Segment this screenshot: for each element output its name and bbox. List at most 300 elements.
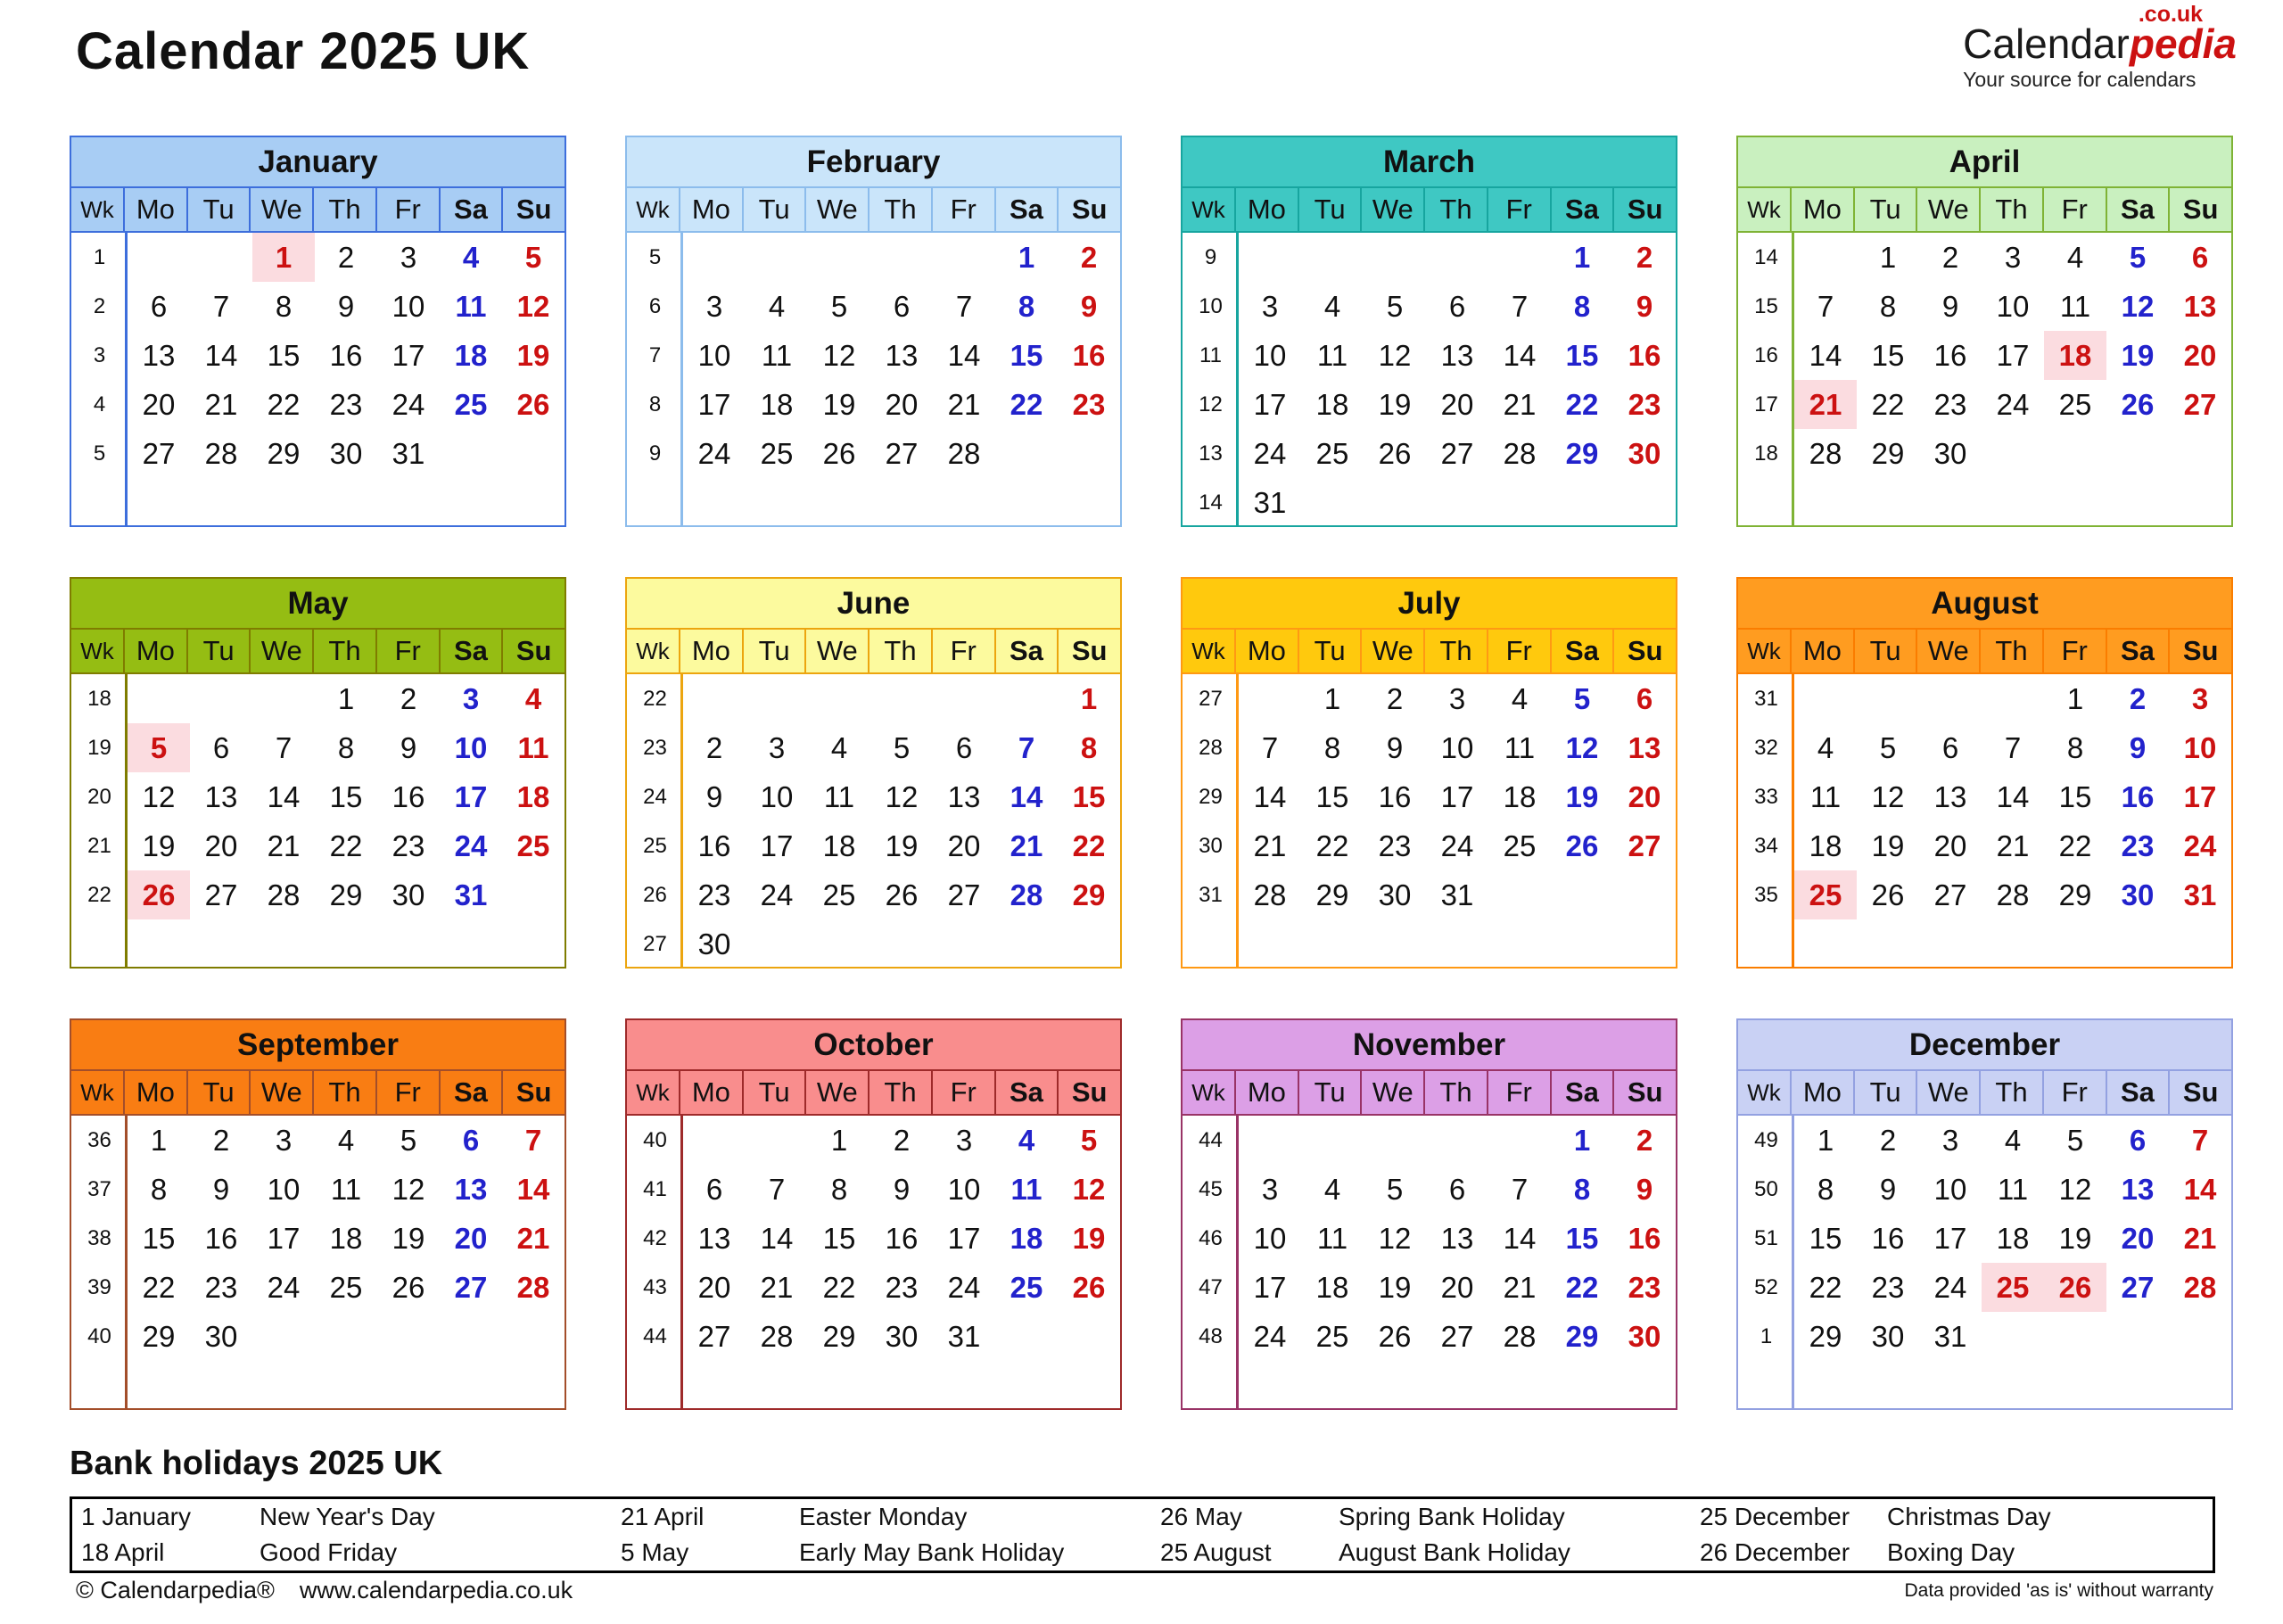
week-row xyxy=(627,380,1120,429)
weekday-header-th: Th xyxy=(314,630,377,672)
calendar-day: 27 xyxy=(1933,878,1967,911)
weekday-header-we: We xyxy=(1362,1071,1425,1114)
calendar-day: 8 xyxy=(1018,289,1035,323)
calendar-day: 16 xyxy=(1871,1221,1905,1255)
calendar-day: 9 xyxy=(893,1172,911,1206)
calendar-day: 8 xyxy=(1080,730,1098,764)
calendarpedia-url-link[interactable]: www.calendarpedia.co.uk xyxy=(299,1577,573,1603)
calendar-day: 17 xyxy=(391,338,425,372)
calendar-day: 14 xyxy=(516,1172,550,1206)
weekday-header-th: Th xyxy=(1425,188,1488,231)
calendar-day-holiday: 21 xyxy=(1794,380,1857,429)
week-row xyxy=(1738,674,2231,723)
calendar-day: 6 xyxy=(1448,289,1466,323)
weekday-header-row xyxy=(1738,1071,2231,1116)
calendar-day: 12 xyxy=(885,779,919,813)
calendar-day: 8 xyxy=(1573,1172,1591,1206)
calendar-day: 8 xyxy=(1323,730,1341,764)
calendar-day: 18 xyxy=(454,338,488,372)
weekday-header-mo: Mo xyxy=(680,630,744,672)
calendar-day: 22 xyxy=(1809,1270,1842,1304)
calendar-day: 21 xyxy=(267,828,301,862)
calendar-day: 2 xyxy=(337,240,355,274)
weekday-header-th: Th xyxy=(870,1071,933,1114)
calendar-day xyxy=(252,1312,315,1361)
week-number: 17 xyxy=(1754,392,1778,416)
month-title: February xyxy=(627,137,1120,188)
month-may xyxy=(70,577,566,969)
weekday-header-fr: Fr xyxy=(377,630,441,672)
calendar-day: 28 xyxy=(947,436,981,470)
calendar-day: 5 xyxy=(1573,681,1591,715)
weekday-header-su: Su xyxy=(1627,635,1663,666)
calendar-day: 25 xyxy=(1315,436,1349,470)
calendar-day xyxy=(377,1312,440,1361)
calendar-day: 22 xyxy=(329,828,363,862)
calendar-day: 22 xyxy=(142,1270,176,1304)
calendar-day xyxy=(2106,1312,2169,1361)
week-number: 18 xyxy=(87,686,111,711)
calendar-day xyxy=(746,233,808,282)
calendar-day xyxy=(502,870,565,919)
week-row xyxy=(71,1312,565,1361)
calendar-day: 6 xyxy=(955,730,973,764)
weekday-header-wk: Wk xyxy=(71,1071,125,1114)
calendar-day: 5 xyxy=(524,240,542,274)
holiday-name: Easter Monday xyxy=(799,1503,968,1530)
calendar-day: 4 xyxy=(768,289,786,323)
calendar-day: 13 xyxy=(697,1221,731,1255)
weekday-header-wk: Wk xyxy=(71,188,125,231)
calendar-day: 27 xyxy=(697,1319,731,1353)
calendar-day: 19 xyxy=(1871,828,1905,862)
logo-text-red: pedia xyxy=(2129,21,2237,67)
week-number: 31 xyxy=(1199,882,1223,907)
calendar-day: 21 xyxy=(204,387,238,421)
week-row xyxy=(627,1165,1120,1214)
week-row xyxy=(1738,282,2231,331)
month-march xyxy=(1181,136,1677,527)
calendar-day: 22 xyxy=(1010,387,1043,421)
calendar-day: 17 xyxy=(760,828,794,862)
calendar-day: 3 xyxy=(2004,240,2022,274)
calendar-day: 6 xyxy=(150,289,168,323)
weekday-header-row xyxy=(627,188,1120,233)
calendar-day: 10 xyxy=(1253,1221,1287,1255)
calendar-day: 5 xyxy=(1080,1123,1098,1157)
week-number: 4 xyxy=(93,392,106,416)
week-column-divider xyxy=(125,1116,128,1408)
calendar-day: 20 xyxy=(454,1221,488,1255)
calendar-day: 3 xyxy=(400,240,417,274)
months-grid xyxy=(70,136,2233,1410)
weekday-header-th: Th xyxy=(1981,1071,2044,1114)
weekday-header-wk: Wk xyxy=(1738,188,1792,231)
calendar-day: 9 xyxy=(705,779,723,813)
month-body xyxy=(627,1116,1120,1408)
calendar-day: 29 xyxy=(1072,878,1106,911)
holiday-date: 1 January xyxy=(81,1503,191,1530)
calendar-day xyxy=(1982,674,2044,723)
calendar-day: 23 xyxy=(1871,1270,1905,1304)
week-row xyxy=(1183,478,1676,525)
weekday-header-sa: Sa xyxy=(441,188,504,231)
week-number: 12 xyxy=(1199,392,1223,416)
week-row xyxy=(1183,282,1676,331)
week-number: 30 xyxy=(1199,833,1223,858)
week-number: 1 xyxy=(93,244,106,269)
week-row xyxy=(1183,1312,1676,1361)
weekday-header-wk: Wk xyxy=(1738,1071,1792,1114)
calendar-day: 12 xyxy=(1378,1221,1412,1255)
calendar-day: 21 xyxy=(947,387,981,421)
calendar-day: 15 xyxy=(2058,779,2092,813)
calendar-day: 14 xyxy=(947,338,981,372)
calendar-day: 14 xyxy=(204,338,238,372)
calendar-day: 20 xyxy=(142,387,176,421)
calendar-day: 17 xyxy=(697,387,731,421)
month-body xyxy=(71,1116,565,1408)
calendar-day: 12 xyxy=(1871,779,1905,813)
calendar-day: 14 xyxy=(1010,779,1043,813)
calendar-day: 8 xyxy=(337,730,355,764)
week-row xyxy=(1738,723,2231,772)
calendar-day: 18 xyxy=(1503,779,1537,813)
calendar-day: 20 xyxy=(1440,1270,1474,1304)
calendar-day: 20 xyxy=(1933,828,1967,862)
calendar-day: 27 xyxy=(2121,1270,2155,1304)
calendar-day: 16 xyxy=(391,779,425,813)
calendar-day: 31 xyxy=(391,436,425,470)
calendar-day: 19 xyxy=(1565,779,1599,813)
calendar-day: 16 xyxy=(2121,779,2155,813)
calendar-day: 20 xyxy=(2121,1221,2155,1255)
calendar-day: 9 xyxy=(212,1172,230,1206)
calendar-day: 24 xyxy=(1253,436,1287,470)
month-body xyxy=(1738,674,2231,967)
calendar-day: 6 xyxy=(893,289,911,323)
weekday-header-row xyxy=(1183,188,1676,233)
calendar-day: 30 xyxy=(697,927,731,960)
calendar-day: 22 xyxy=(1565,1270,1599,1304)
week-number: 46 xyxy=(1199,1225,1223,1250)
week-column-divider xyxy=(125,674,128,967)
week-row xyxy=(1183,674,1676,723)
calendar-day: 13 xyxy=(2183,289,2217,323)
weekday-header-mo: Mo xyxy=(125,1071,188,1114)
calendar-day: 12 xyxy=(2121,289,2155,323)
calendar-day: 4 xyxy=(1323,1172,1341,1206)
weekday-header-tu: Tu xyxy=(188,188,251,231)
calendar-day: 4 xyxy=(1511,681,1529,715)
weekday-header-th: Th xyxy=(870,188,933,231)
calendar-day: 29 xyxy=(2058,878,2092,911)
calendar-day xyxy=(1613,870,1676,919)
calendar-day xyxy=(2169,429,2231,478)
month-title: April xyxy=(1738,137,2231,188)
calendar-day: 17 xyxy=(1996,338,2030,372)
weekday-header-su: Su xyxy=(2182,635,2219,666)
weekday-header-we: We xyxy=(1917,188,1981,231)
calendar-day: 7 xyxy=(768,1172,786,1206)
calendar-day xyxy=(933,674,995,723)
calendar-day: 25 xyxy=(822,878,856,911)
calendar-day: 30 xyxy=(391,878,425,911)
calendar-day xyxy=(128,233,190,282)
month-title: May xyxy=(71,579,565,630)
week-row xyxy=(627,870,1120,919)
calendar-day: 31 xyxy=(1253,485,1287,519)
weekday-header-sa: Sa xyxy=(2107,1071,2171,1114)
weekday-header-fr: Fr xyxy=(1488,1071,1552,1114)
calendar-day: 24 xyxy=(2183,828,2217,862)
weekday-header-tu: Tu xyxy=(744,630,807,672)
week-row xyxy=(71,429,565,478)
calendar-day: 22 xyxy=(1072,828,1106,862)
weekday-header-wk: Wk xyxy=(71,630,125,672)
calendar-day: 14 xyxy=(1253,779,1287,813)
weekday-header-fr: Fr xyxy=(2044,1071,2107,1114)
calendar-day: 29 xyxy=(267,436,301,470)
calendar-day: 29 xyxy=(142,1319,176,1353)
calendar-day: 10 xyxy=(697,338,731,372)
weekday-header-su: Su xyxy=(1627,1076,1663,1108)
calendar-day: 20 xyxy=(1440,387,1474,421)
month-september xyxy=(70,1018,566,1410)
calendar-day: 16 xyxy=(1628,338,1661,372)
calendar-day: 16 xyxy=(204,1221,238,1255)
calendar-day xyxy=(933,233,995,282)
week-number: 21 xyxy=(87,833,111,858)
week-column-divider xyxy=(1792,233,1794,525)
calendar-day xyxy=(1488,870,1551,919)
month-june xyxy=(625,577,1122,969)
month-april xyxy=(1736,136,2233,527)
calendar-day xyxy=(683,674,746,723)
calendar-day xyxy=(1239,674,1301,723)
week-row xyxy=(71,772,565,821)
calendarpedia-logo[interactable] xyxy=(1963,2,2237,91)
calendar-day: 19 xyxy=(391,1221,425,1255)
week-column-divider xyxy=(1792,674,1794,967)
weekday-header-sa: Sa xyxy=(2107,188,2171,231)
calendar-day: 4 xyxy=(1323,289,1341,323)
calendar-day-holiday: 25 xyxy=(1982,1263,2044,1312)
week-number: 22 xyxy=(643,686,667,711)
calendar-day xyxy=(1301,478,1364,525)
logo-tld: .co.uk xyxy=(2138,2,2204,27)
calendar-day xyxy=(995,1312,1058,1361)
calendar-day: 6 xyxy=(462,1123,480,1157)
weekday-header-mo: Mo xyxy=(1236,1071,1299,1114)
holiday-name: Boxing Day xyxy=(1887,1538,2015,1566)
month-body xyxy=(1183,233,1676,525)
calendar-day: 9 xyxy=(400,730,417,764)
weekday-header-wk: Wk xyxy=(1183,188,1236,231)
calendar-day: 11 xyxy=(330,1172,362,1206)
calendar-day: 15 xyxy=(1565,1221,1599,1255)
week-row xyxy=(1183,1165,1676,1214)
calendar-day: 23 xyxy=(391,828,425,862)
calendar-day: 1 xyxy=(1573,240,1591,274)
calendar-day: 3 xyxy=(705,289,723,323)
calendar-day: 24 xyxy=(1440,828,1474,862)
calendar-day: 2 xyxy=(1386,681,1404,715)
month-body xyxy=(1738,1116,2231,1408)
calendar-day xyxy=(128,674,190,723)
week-row xyxy=(627,233,1120,282)
weekday-header-we: We xyxy=(1362,630,1425,672)
calendar-day: 25 xyxy=(454,387,488,421)
week-number: 10 xyxy=(1199,293,1223,318)
calendar-day-holiday: 25 xyxy=(1794,870,1857,919)
calendar-day: 5 xyxy=(830,289,848,323)
calendar-day: 28 xyxy=(1010,878,1043,911)
week-number: 44 xyxy=(643,1323,667,1348)
calendar-day: 29 xyxy=(1565,1319,1599,1353)
calendar-day: 7 xyxy=(1511,289,1529,323)
holiday-date: 5 May xyxy=(621,1538,689,1566)
weekday-header-th: Th xyxy=(1981,188,2044,231)
calendar-day: 11 xyxy=(1316,338,1348,372)
calendar-day: 23 xyxy=(329,387,363,421)
calendar-day: 18 xyxy=(516,779,550,813)
calendar-day: 24 xyxy=(391,387,425,421)
week-number: 48 xyxy=(1199,1323,1223,1348)
calendar-day xyxy=(1058,1312,1120,1361)
month-title: June xyxy=(627,579,1120,630)
week-number: 15 xyxy=(1754,293,1778,318)
calendar-day xyxy=(870,233,933,282)
week-number: 27 xyxy=(643,931,667,956)
calendar-day: 10 xyxy=(1933,1172,1967,1206)
calendar-day xyxy=(1301,1116,1364,1165)
week-row xyxy=(71,1263,565,1312)
calendar-day: 12 xyxy=(2058,1172,2092,1206)
calendar-day: 8 xyxy=(275,289,293,323)
week-row xyxy=(1183,1214,1676,1263)
calendar-day: 13 xyxy=(1628,730,1661,764)
weekday-header-sa: Sa xyxy=(1552,188,1615,231)
weekday-header-su: Su xyxy=(1071,635,1108,666)
calendar-day: 16 xyxy=(1378,779,1412,813)
weekday-header-sa: Sa xyxy=(1552,630,1615,672)
month-title: December xyxy=(1738,1020,2231,1071)
top-bar xyxy=(76,2,2237,91)
weekday-header-sa: Sa xyxy=(996,1071,1059,1114)
week-number: 6 xyxy=(648,293,662,318)
weekday-header-fr: Fr xyxy=(377,188,441,231)
calendar-day: 21 xyxy=(1010,828,1043,862)
calendar-day: 2 xyxy=(1879,1123,1897,1157)
calendar-day: 10 xyxy=(267,1172,301,1206)
week-column-divider xyxy=(680,674,683,967)
calendar-day: 22 xyxy=(267,387,301,421)
weekday-header-sa: Sa xyxy=(441,1071,504,1114)
calendar-day xyxy=(995,919,1058,967)
week-number: 39 xyxy=(87,1274,111,1299)
week-row xyxy=(1738,772,2231,821)
weekday-header-fr: Fr xyxy=(1488,188,1552,231)
calendar-day: 1 xyxy=(1879,240,1897,274)
calendar-day: 9 xyxy=(2129,730,2147,764)
week-number: 35 xyxy=(1754,882,1778,907)
weekday-header-fr: Fr xyxy=(2044,188,2107,231)
calendar-day: 4 xyxy=(524,681,542,715)
calendar-day: 6 xyxy=(1448,1172,1466,1206)
week-number: 37 xyxy=(87,1176,111,1201)
calendar-day: 20 xyxy=(204,828,238,862)
calendar-day xyxy=(995,674,1058,723)
calendar-day xyxy=(1982,429,2044,478)
footer-disclaimer: Data provided 'as is' without warranty xyxy=(1904,1580,2213,1601)
calendar-day: 1 xyxy=(1080,681,1098,715)
calendar-day: 16 xyxy=(1628,1221,1661,1255)
calendar-day xyxy=(1239,233,1301,282)
calendar-day: 6 xyxy=(2129,1123,2147,1157)
calendar-day xyxy=(1426,478,1488,525)
calendar-day: 11 xyxy=(1809,779,1842,813)
weekday-header-row xyxy=(627,1071,1120,1116)
week-number: 26 xyxy=(643,882,667,907)
calendar-day xyxy=(502,429,565,478)
weekday-header-row xyxy=(1738,630,2231,674)
calendar-day: 4 xyxy=(1018,1123,1035,1157)
calendar-day: 12 xyxy=(391,1172,425,1206)
week-column-divider xyxy=(1236,1116,1239,1408)
week-row xyxy=(1738,870,2231,919)
calendar-day: 31 xyxy=(947,1319,981,1353)
calendar-day: 28 xyxy=(1996,878,2030,911)
holiday-date: 21 April xyxy=(621,1503,705,1530)
calendar-day: 3 xyxy=(768,730,786,764)
calendar-day: 31 xyxy=(2183,878,2217,911)
month-january xyxy=(70,136,566,527)
calendar-day: 13 xyxy=(142,338,176,372)
calendar-day: 11 xyxy=(2059,289,2091,323)
calendar-day: 13 xyxy=(1440,338,1474,372)
weekday-header-su: Su xyxy=(1071,1076,1108,1108)
week-row xyxy=(1183,821,1676,870)
calendar-day: 2 xyxy=(1941,240,1959,274)
week-row xyxy=(1738,1214,2231,1263)
week-row xyxy=(71,723,565,772)
calendar-day: 15 xyxy=(267,338,301,372)
week-row xyxy=(1738,1312,2231,1361)
calendar-day xyxy=(808,919,870,967)
weekday-header-tu: Tu xyxy=(1855,1071,1918,1114)
calendar-day: 12 xyxy=(1072,1172,1106,1206)
calendar-day: 4 xyxy=(337,1123,355,1157)
week-number: 44 xyxy=(1199,1127,1223,1152)
calendar-day: 23 xyxy=(204,1270,238,1304)
month-title: January xyxy=(71,137,565,188)
calendar-day: 10 xyxy=(454,730,488,764)
calendar-day: 7 xyxy=(1018,730,1035,764)
calendar-day: 23 xyxy=(697,878,731,911)
calendar-day: 13 xyxy=(454,1172,488,1206)
calendar-day: 15 xyxy=(1565,338,1599,372)
calendar-day: 31 xyxy=(454,878,488,911)
calendar-day: 22 xyxy=(1315,828,1349,862)
calendar-day xyxy=(190,233,252,282)
calendar-day: 2 xyxy=(212,1123,230,1157)
weekday-header-tu: Tu xyxy=(1855,188,1918,231)
calendar-day: 6 xyxy=(212,730,230,764)
week-row xyxy=(627,1263,1120,1312)
week-row xyxy=(71,1165,565,1214)
calendar-day: 5 xyxy=(893,730,911,764)
